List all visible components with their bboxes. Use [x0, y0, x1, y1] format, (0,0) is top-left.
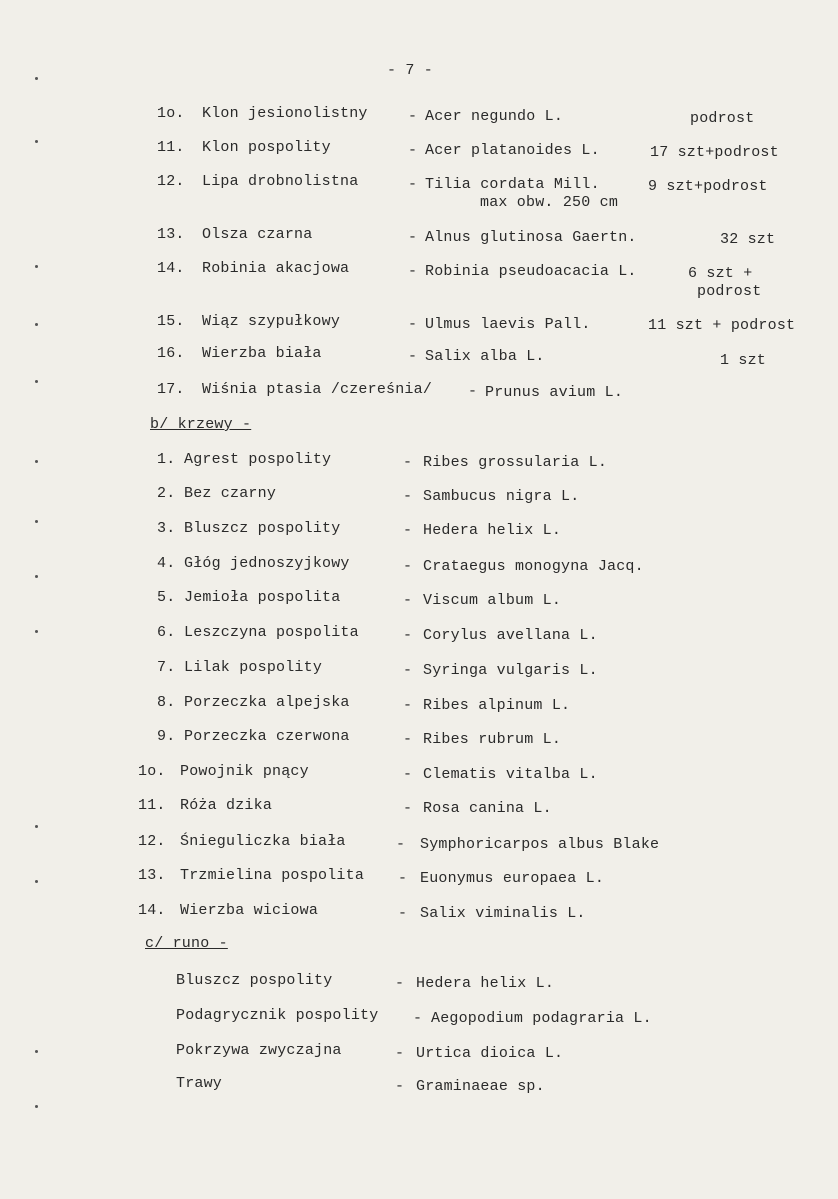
list-item-name: Olsza czarna — [202, 226, 313, 243]
list-item-name: Porzeczka alpejska — [184, 694, 350, 711]
list-item-name: Bez czarny — [184, 485, 277, 502]
list-item-dash: - — [403, 488, 413, 505]
list-item-num: 11. — [157, 139, 185, 156]
list-item-qty: podrost — [690, 110, 755, 127]
list-item-name: Bluszcz pospolity — [184, 520, 341, 537]
margin-dot — [35, 77, 38, 80]
list-item-latin: Tilia cordata Mill. — [425, 176, 600, 193]
list-item-num: 15. — [157, 313, 185, 330]
list-item-dash: - — [395, 1078, 405, 1095]
margin-dot — [35, 380, 38, 383]
list-item-num: 2. — [157, 485, 176, 502]
list-item-dash: - — [398, 870, 408, 887]
margin-dot — [35, 1105, 38, 1108]
list-item-name: Wiąz szypułkowy — [202, 313, 341, 330]
list-item-num: 1o. — [138, 763, 166, 780]
list-item-name: Pokrzywa zwyczajna — [176, 1042, 342, 1059]
list-item-dash: - — [408, 108, 418, 125]
list-item-dash: - — [403, 766, 413, 783]
section-heading-shrubs: b/ krzewy - — [150, 416, 252, 433]
list-item-dash: - — [403, 731, 413, 748]
list-item-latin: Hedera helix L. — [423, 522, 562, 539]
list-item-num: 11. — [138, 797, 166, 814]
section-heading-runo: c/ runo - — [145, 935, 228, 952]
list-item-dash: - — [395, 1045, 405, 1062]
margin-dot — [35, 575, 38, 578]
list-item-name: Trzmielina pospolita — [180, 867, 365, 884]
list-item-name: Jemioła pospolita — [184, 589, 341, 606]
list-item-name: Róża dzika — [180, 797, 273, 814]
list-item-num: 17. — [157, 381, 185, 398]
list-item-latin: Syringa vulgaris L. — [423, 662, 598, 679]
list-item-name: Bluszcz pospolity — [176, 972, 333, 989]
list-item-latin: Aegopodium podagraria L. — [431, 1010, 652, 1027]
list-item-latin: Sambucus nigra L. — [423, 488, 580, 505]
list-item-num: 6. — [157, 624, 176, 641]
margin-dot — [35, 265, 38, 268]
list-item-name: Wierzba biała — [202, 345, 322, 362]
list-item-dash: - — [396, 836, 406, 853]
list-item-latin: Ulmus laevis Pall. — [425, 316, 591, 333]
list-item-dash: - — [403, 697, 413, 714]
list-item-num: 14. — [138, 902, 166, 919]
list-item-latin: Robinia pseudoacacia L. — [425, 263, 637, 280]
list-item-dash: - — [413, 1010, 423, 1027]
list-item-num: 14. — [157, 260, 185, 277]
list-item-latin: Crataegus monogyna Jacq. — [423, 558, 644, 575]
list-item-dash: - — [403, 800, 413, 817]
margin-dot — [35, 520, 38, 523]
list-item-latin: Corylus avellana L. — [423, 627, 598, 644]
list-item-latin: Ribes alpinum L. — [423, 697, 571, 714]
list-item-name: Głóg jednoszyjkowy — [184, 555, 350, 572]
margin-dot — [35, 323, 38, 326]
list-item-latin: Salix viminalis L. — [420, 905, 586, 922]
list-item-latin: Ribes rubrum L. — [423, 731, 562, 748]
list-item-num: 13. — [138, 867, 166, 884]
list-item-dash: - — [398, 905, 408, 922]
list-item-name: Wiśnia ptasia /czereśnia/ — [202, 381, 433, 398]
list-item-latin: Rosa canina L. — [423, 800, 552, 817]
list-item-num: 1. — [157, 451, 176, 468]
list-item-dash: - — [403, 454, 413, 471]
list-item-qty: 1 szt — [720, 352, 767, 369]
list-item-name: Trawy — [176, 1075, 223, 1092]
margin-dot — [35, 140, 38, 143]
list-item-latin: Alnus glutinosa Gaertn. — [425, 229, 637, 246]
list-item-dash: - — [408, 263, 418, 280]
list-item-dash: - — [408, 348, 418, 365]
list-item-num: 16. — [157, 345, 185, 362]
list-item-name: Lipa drobnolistna — [202, 173, 359, 190]
margin-dot — [35, 880, 38, 883]
list-item-dash: - — [403, 662, 413, 679]
list-item-latin: Euonymus europaea L. — [420, 870, 605, 887]
list-item-num: 1o. — [157, 105, 185, 122]
list-item-latin: Clematis vitalba L. — [423, 766, 598, 783]
margin-dot — [35, 825, 38, 828]
list-item-name: Wierzba wiciowa — [180, 902, 319, 919]
list-item-name: Leszczyna pospolita — [184, 624, 359, 641]
list-item-name: Klon pospolity — [202, 139, 331, 156]
list-item-dash: - — [403, 592, 413, 609]
list-item-qty-cont: podrost — [697, 283, 762, 300]
list-item-num: 12. — [157, 173, 185, 190]
list-item-latin: Acer negundo L. — [425, 108, 564, 125]
list-item-name: Porzeczka czerwona — [184, 728, 350, 745]
list-item-num: 12. — [138, 833, 166, 850]
list-item-name: Lilak pospolity — [184, 659, 323, 676]
list-item-latin: Prunus avium L. — [485, 384, 624, 401]
list-item-dash: - — [395, 975, 405, 992]
list-item-latin: Graminaeae sp. — [416, 1078, 545, 1095]
list-item-name: Robinia akacjowa — [202, 260, 350, 277]
list-item-dash: - — [468, 383, 478, 400]
list-item-name: Agrest pospolity — [184, 451, 332, 468]
list-item-qty: 32 szt — [720, 231, 776, 248]
list-item-num: 7. — [157, 659, 176, 676]
list-item-dash: - — [408, 176, 418, 193]
list-item-latin: Ribes grossularia L. — [423, 454, 608, 471]
list-item-num: 9. — [157, 728, 176, 745]
list-item-latin: Urtica dioica L. — [416, 1045, 564, 1062]
list-item-num: 13. — [157, 226, 185, 243]
list-item-name: Śnieguliczka biała — [180, 833, 346, 850]
list-item-num: 3. — [157, 520, 176, 537]
list-item-name: Klon jesionolistny — [202, 105, 368, 122]
page-number: - 7 - — [387, 62, 434, 79]
list-item-name: Powojnik pnący — [180, 763, 309, 780]
list-item-extra: max obw. 250 cm — [480, 194, 619, 211]
margin-dot — [35, 1050, 38, 1053]
list-item-num: 5. — [157, 589, 176, 606]
list-item-qty: 9 szt+podrost — [648, 178, 768, 195]
list-item-qty: 6 szt + — [688, 265, 753, 282]
list-item-latin: Acer platanoides L. — [425, 142, 600, 159]
list-item-dash: - — [408, 316, 418, 333]
list-item-latin: Symphoricarpos albus Blake — [420, 836, 660, 853]
list-item-dash: - — [403, 627, 413, 644]
list-item-latin: Hedera helix L. — [416, 975, 555, 992]
list-item-qty: 11 szt + podrost — [648, 317, 796, 334]
list-item-num: 8. — [157, 694, 176, 711]
list-item-dash: - — [403, 558, 413, 575]
margin-dot — [35, 460, 38, 463]
list-item-latin: Viscum album L. — [423, 592, 562, 609]
list-item-num: 4. — [157, 555, 176, 572]
margin-dot — [35, 630, 38, 633]
list-item-dash: - — [403, 522, 413, 539]
list-item-qty: 17 szt+podrost — [650, 144, 779, 161]
list-item-dash: - — [408, 229, 418, 246]
list-item-dash: - — [408, 142, 418, 159]
list-item-name: Podagrycznik pospolity — [176, 1007, 379, 1024]
list-item-latin: Salix alba L. — [425, 348, 545, 365]
